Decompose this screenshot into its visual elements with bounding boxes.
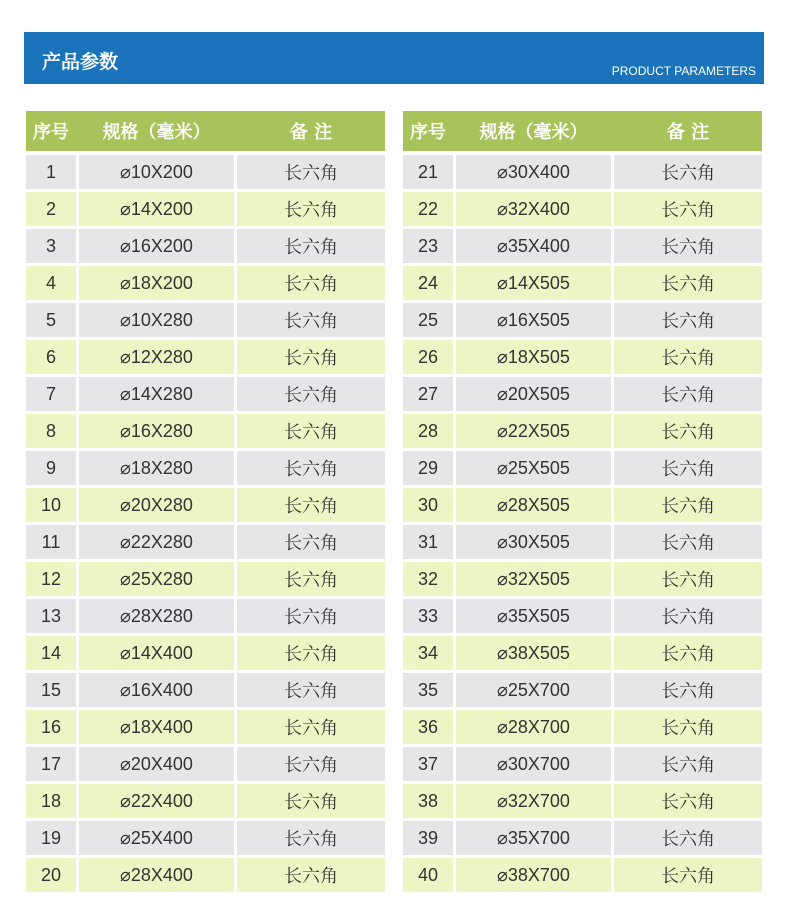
cell-spec: ⌀14X505 (456, 266, 611, 300)
cell-spec: ⌀18X505 (456, 340, 611, 374)
cell-note: 长六角 (237, 377, 385, 411)
cell-spec: ⌀30X400 (456, 155, 611, 189)
cell-spec: ⌀25X280 (79, 562, 234, 596)
cell-spec: ⌀28X400 (79, 858, 234, 892)
cell-spec: ⌀22X280 (79, 525, 234, 559)
cell-no: 2 (26, 192, 76, 226)
cell-no: 9 (26, 451, 76, 485)
cell-no: 10 (26, 488, 76, 522)
cell-spec: ⌀30X505 (456, 525, 611, 559)
cell-spec: ⌀25X400 (79, 821, 234, 855)
cell-note: 长六角 (237, 821, 385, 855)
cell-note: 长六角 (614, 155, 762, 189)
cell-spec: ⌀18X400 (79, 710, 234, 744)
cell-no: 25 (403, 303, 453, 337)
cell-no: 23 (403, 229, 453, 263)
cell-no: 15 (26, 673, 76, 707)
cell-no: 8 (26, 414, 76, 448)
column-header-no: 序号 (33, 122, 69, 143)
cell-no: 40 (403, 858, 453, 892)
cell-spec: ⌀16X400 (79, 673, 234, 707)
cell-spec: ⌀22X505 (456, 414, 611, 448)
column-header-note: 备 注 (289, 122, 333, 143)
cell-spec: ⌀35X700 (456, 821, 611, 855)
cell-no: 22 (403, 192, 453, 226)
cell-no: 21 (403, 155, 453, 189)
cell-note: 长六角 (614, 340, 762, 374)
cell-no: 28 (403, 414, 453, 448)
cell-note: 长六角 (614, 451, 762, 485)
cell-spec: ⌀22X400 (79, 784, 234, 818)
cell-spec: ⌀16X280 (79, 414, 234, 448)
cell-no: 17 (26, 747, 76, 781)
cell-note: 长六角 (237, 710, 385, 744)
cell-note: 长六角 (237, 636, 385, 670)
cell-spec: ⌀20X505 (456, 377, 611, 411)
cell-spec: ⌀35X505 (456, 599, 611, 633)
cell-no: 1 (26, 155, 76, 189)
cell-no: 6 (26, 340, 76, 374)
cell-note: 长六角 (614, 525, 762, 559)
cell-no: 26 (403, 340, 453, 374)
cell-note: 长六角 (614, 858, 762, 892)
cell-note: 长六角 (237, 229, 385, 263)
cell-no: 13 (26, 599, 76, 633)
cell-no: 19 (26, 821, 76, 855)
cell-spec: ⌀32X700 (456, 784, 611, 818)
cell-no: 36 (403, 710, 453, 744)
cell-no: 11 (26, 525, 76, 559)
cell-no: 35 (403, 673, 453, 707)
cell-note: 长六角 (237, 451, 385, 485)
cell-note: 长六角 (614, 488, 762, 522)
cell-note: 长六角 (614, 377, 762, 411)
cell-spec: ⌀28X505 (456, 488, 611, 522)
cell-note: 长六角 (237, 340, 385, 374)
cell-spec: ⌀28X280 (79, 599, 234, 633)
cell-note: 长六角 (237, 599, 385, 633)
cell-no: 24 (403, 266, 453, 300)
cell-spec: ⌀32X400 (456, 192, 611, 226)
cell-note: 长六角 (614, 636, 762, 670)
cell-spec: ⌀25X505 (456, 451, 611, 485)
cell-note: 长六角 (237, 747, 385, 781)
section-header (24, 32, 764, 84)
cell-note: 长六角 (614, 192, 762, 226)
cell-spec: ⌀20X280 (79, 488, 234, 522)
cell-no: 20 (26, 858, 76, 892)
cell-note: 长六角 (614, 821, 762, 855)
cell-note: 长六角 (237, 303, 385, 337)
cell-spec: ⌀14X200 (79, 192, 234, 226)
cell-note: 长六角 (614, 673, 762, 707)
cell-spec: ⌀18X200 (79, 266, 234, 300)
cell-note: 长六角 (237, 858, 385, 892)
cell-note: 长六角 (614, 747, 762, 781)
cell-note: 长六角 (237, 155, 385, 189)
cell-no: 14 (26, 636, 76, 670)
cell-spec: ⌀10X200 (79, 155, 234, 189)
cell-no: 12 (26, 562, 76, 596)
cell-spec: ⌀14X400 (79, 636, 234, 670)
cell-note: 长六角 (614, 229, 762, 263)
column-header-spec: 规格（毫米） (102, 122, 211, 143)
cell-no: 32 (403, 562, 453, 596)
cell-spec: ⌀38X505 (456, 636, 611, 670)
cell-note: 长六角 (237, 414, 385, 448)
cell-no: 33 (403, 599, 453, 633)
cell-no: 30 (403, 488, 453, 522)
cell-no: 37 (403, 747, 453, 781)
cell-note: 长六角 (237, 784, 385, 818)
cell-note: 长六角 (614, 710, 762, 744)
cell-spec: ⌀16X200 (79, 229, 234, 263)
cell-note: 长六角 (614, 266, 762, 300)
cell-spec: ⌀10X280 (79, 303, 234, 337)
cell-spec: ⌀30X700 (456, 747, 611, 781)
cell-spec: ⌀38X700 (456, 858, 611, 892)
cell-no: 3 (26, 229, 76, 263)
cell-note: 长六角 (614, 784, 762, 818)
cell-spec: ⌀20X400 (79, 747, 234, 781)
cell-no: 31 (403, 525, 453, 559)
cell-note: 长六角 (614, 599, 762, 633)
column-header-no: 序号 (410, 122, 446, 143)
column-header-spec: 规格（毫米） (479, 122, 588, 143)
section-subtitle: PRODUCT PARAMETERS (611, 64, 756, 78)
cell-no: 39 (403, 821, 453, 855)
cell-note: 长六角 (614, 562, 762, 596)
cell-no: 29 (403, 451, 453, 485)
cell-no: 34 (403, 636, 453, 670)
cell-note: 长六角 (237, 673, 385, 707)
cell-spec: ⌀28X700 (456, 710, 611, 744)
cell-spec: ⌀25X700 (456, 673, 611, 707)
cell-spec: ⌀12X280 (79, 340, 234, 374)
cell-note: 长六角 (237, 525, 385, 559)
cell-spec: ⌀14X280 (79, 377, 234, 411)
cell-note: 长六角 (237, 488, 385, 522)
cell-no: 4 (26, 266, 76, 300)
cell-spec: ⌀32X505 (456, 562, 611, 596)
cell-spec: ⌀35X400 (456, 229, 611, 263)
cell-spec: ⌀16X505 (456, 303, 611, 337)
cell-no: 27 (403, 377, 453, 411)
cell-no: 18 (26, 784, 76, 818)
cell-no: 16 (26, 710, 76, 744)
cell-note: 长六角 (237, 562, 385, 596)
cell-no: 5 (26, 303, 76, 337)
cell-note: 长六角 (614, 414, 762, 448)
cell-spec: ⌀18X280 (79, 451, 234, 485)
cell-note: 长六角 (614, 303, 762, 337)
section-title: 产品参数 (42, 51, 119, 73)
cell-no: 7 (26, 377, 76, 411)
column-header-note: 备 注 (666, 122, 710, 143)
cell-note: 长六角 (237, 192, 385, 226)
cell-no: 38 (403, 784, 453, 818)
cell-note: 长六角 (237, 266, 385, 300)
